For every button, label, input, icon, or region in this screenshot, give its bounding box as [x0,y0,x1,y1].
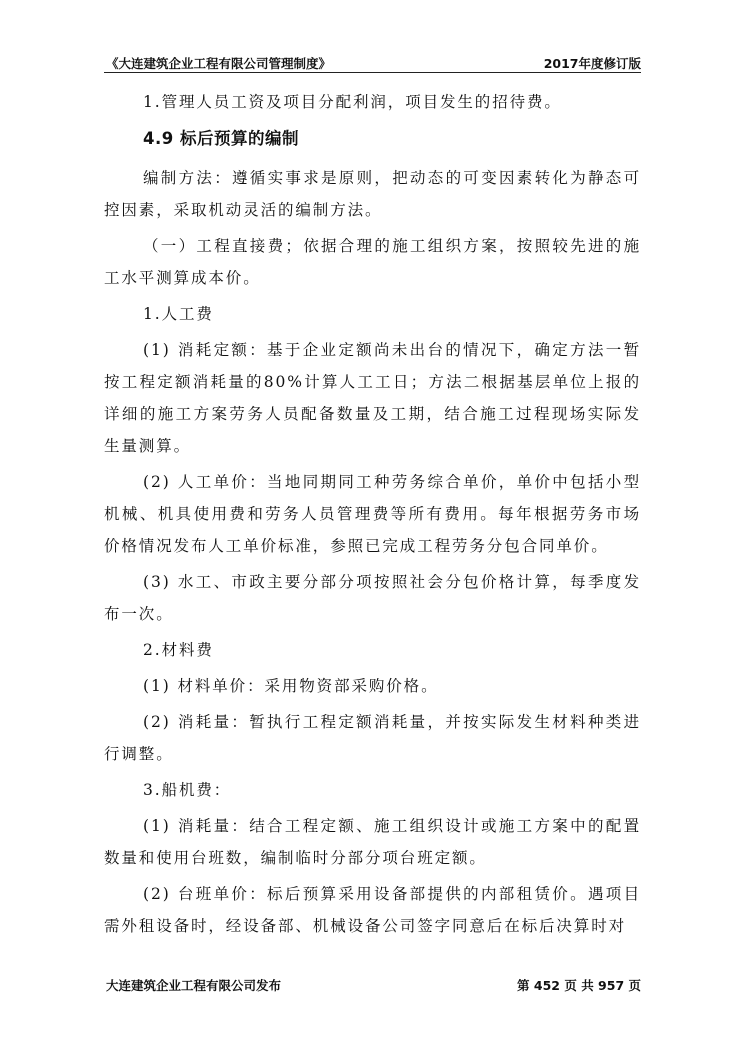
paragraph-shift-unit-price: (2) 台班单价：标后预算采用设备部提供的内部租赁价。遇项目需外租设备时，经设备部、机械设备公司签字同意后在标后决算时对 [104,885,641,935]
section-heading: 4.9 标后预算的编制 [143,129,299,148]
paragraph-method: 编制方法：遵循实事求是原则，把动态的可变因素转化为静态可控因素，采取机动灵活的编制方法。 [104,169,641,219]
paragraph-labor-unit-price: (2) 人工单价：当地同期同工种劳务综合单价，单价中包括小型机械、机具使用费和劳务人员管理费等所有费用。每年根据劳务市场价格情况发布人工单价标准，参照已完成工程劳务分包合同单价。 [104,473,641,555]
paragraph-machine-consumption: (1) 消耗量：结合工程定额、施工组织设计或施工方案中的配置数量和使用台班数，编制临时分部分项台班定额。 [104,817,641,867]
page-body [104,86,641,942]
paragraph-material-cost-title: 2.材料费 [143,641,214,659]
paragraph-labor-cost-title: 1.人工费 [143,305,214,323]
paragraph-labor-quota: (1) 消耗定额：基于企业定额尚未出台的情况下，确定方法一暂按工程定额消耗量的80%计算人工工日；方法二根据基层单位上报的详细的施工方案劳务人员配备数量及工期，结合施工过程现场实际发生量测算。 [104,341,641,455]
page-header [104,52,641,73]
footer-page-number: 第 452 页 共 957 页 [517,978,641,993]
page-footer [104,974,641,996]
footer-publisher: 大连建筑企业工程有限公司发布 [106,978,282,993]
paragraph-material-consumption: (2) 消耗量：暂执行工程定额消耗量，并按实际发生材料种类进行调整。 [104,713,641,763]
paragraph-direct-cost: （一）工程直接费；依据合理的施工组织方案，按照较先进的施工水平测算成本价。 [104,237,641,287]
paragraph-water-municipal: (3) 水工、市政主要分部分项按照社会分包价格计算，每季度发布一次。 [104,573,641,623]
header-edition: 2017年度修订版 [543,56,641,71]
paragraph-1: 1.管理人员工资及项目分配利润，项目发生的招待费。 [143,93,562,111]
paragraph-vessel-machine-title: 3.船机费： [143,781,232,799]
header-document-title: 《大连建筑企业工程有限公司管理制度》 [106,56,332,71]
paragraph-material-unit-price: (1) 材料单价：采用物资部采购价格。 [143,677,439,695]
